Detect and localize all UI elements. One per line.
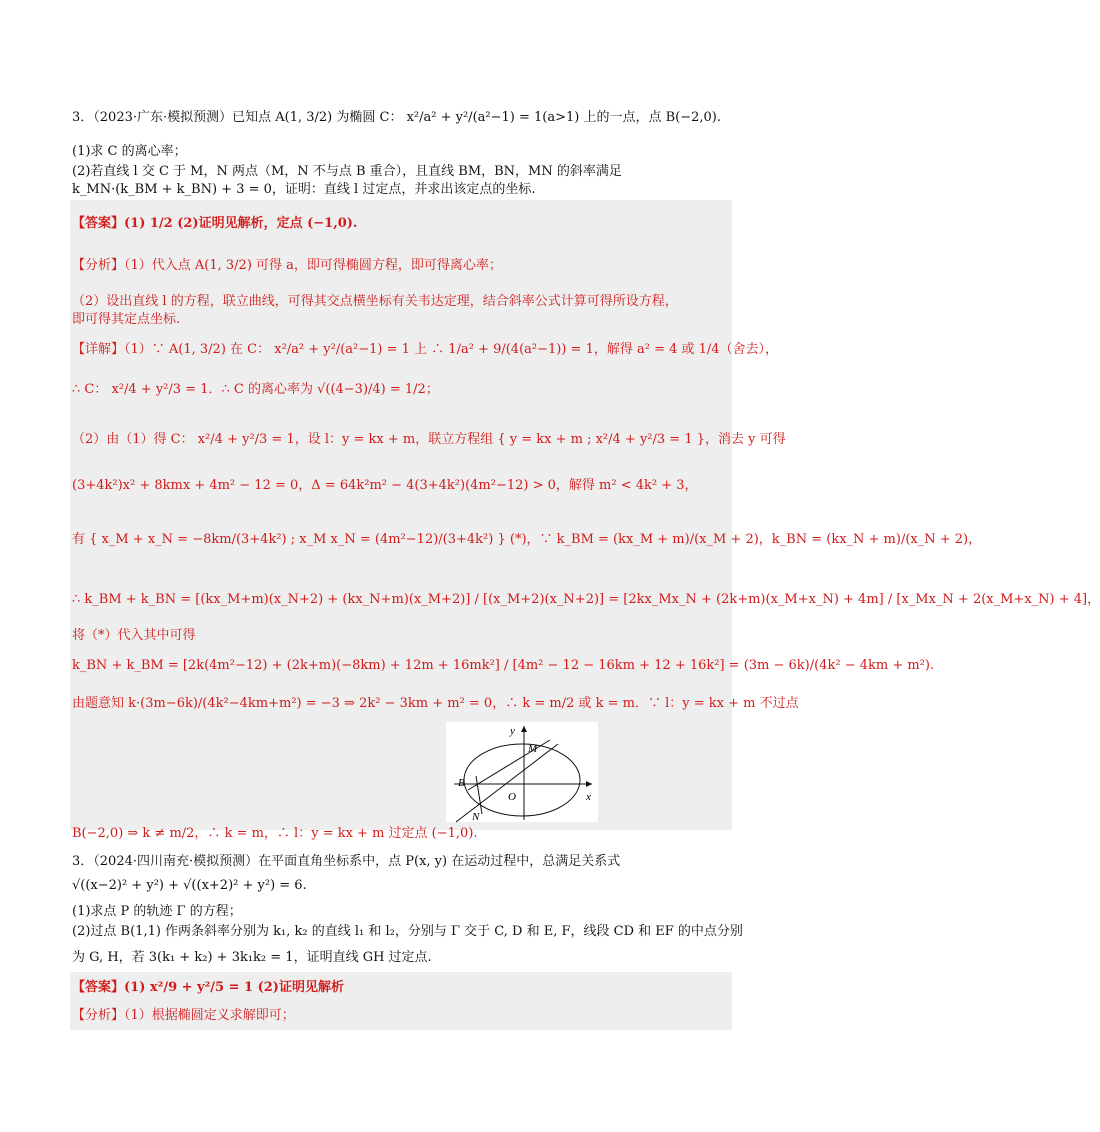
q1-part2b: k_MN·(k_BM + k_BN) + 3 = 0，证明：直线 l 过定点，并求出该定点的坐标. (72, 182, 536, 197)
q1-answer: 【答案】(1) 1/2 (2)证明见解析，定点 (−1,0). (72, 216, 358, 231)
q1-detail1: 【详解】（1）∵ A(1, 3/2) 在 C： x²/a² + y²/(a²−1) = 1 上 ∴ 1/a² + 9/(4(a²−1)) = 1，解得 a² = 4 或 1/4（舍去）， (72, 342, 779, 357)
q1-part1: (1)求 C 的离心率； (72, 144, 187, 159)
q1-detail8: k_BN + k_BM = [2k(4m²−12) + (2k+m)(−8km) + 12m + 16mk²] / [4m² − 12 − 16km + 12 + 16k²] = (3m − 6k)/(4k² − 4km + m²). (72, 658, 935, 673)
q1-analysis1: 【分析】（1）代入点 A(1, 3/2) 可得 a，即可得椭圆方程，即可得离心率； (72, 258, 502, 273)
q1-detail9: 由题意知 k·(3m−6k)/(4k²−4km+m²) = −3 ⇒ 2k² − 3km + m² = 0，∴ k = m/2 或 k = m．∵ l：y = kx + m 不过点 (72, 696, 799, 711)
q1-detail5: 有 { x_M + x_N = −8km/(3+4k²) ; x_M x_N = (4m²−12)/(3+4k²) } (*)，∵ k_BM = (kx_M + m)/(x_M + 2)，k_BN = (kx_N + m)/(x_N + 2)， (72, 532, 982, 547)
q1-analysis2b: 即可得其定点坐标. (72, 312, 181, 327)
q1-analysis2a: （2）设出直线 l 的方程，联立曲线，可得其交点横坐标有关韦达定理，结合斜率公式计算可得所设方程， (72, 294, 678, 309)
q2-part1: (1)求点 P 的轨迹 Γ 的方程； (72, 904, 242, 919)
q1-detail3: （2）由（1）得 C： x²/4 + y²/3 = 1，设 l：y = kx + m，联立方程组 { y = kx + m ; x²/4 + y²/3 = 1 }，消去 y 可得 (72, 432, 786, 447)
q1-detail4: (3+4k²)x² + 8kmx + 4m² − 12 = 0，Δ = 64k²m² − 4(3+4k²)(4m²−12) > 0，解得 m² < 4k² + 3， (72, 478, 698, 493)
label-M: M (528, 743, 538, 755)
label-N: N (472, 811, 480, 823)
q1-detail10: B(−2,0) ⇒ k ≠ m/2，∴ k = m，∴ l：y = kx + m 过定点 (−1,0). (72, 826, 478, 841)
q2-answer: 【答案】(1) x²/9 + y²/5 = 1 (2)证明见解析 (72, 980, 344, 995)
q1-part2a: (2)若直线 l 交 C 于 M，N 两点（M，N 不与点 B 重合），且直线 BM，BN，MN 的斜率满足 (72, 164, 622, 179)
q2-stem2: √((x−2)² + y²) + √((x+2)² + y²) = 6. (72, 878, 307, 893)
q1-detail7: 将（*）代入其中可得 (72, 628, 196, 643)
q1-detail6: ∴ k_BM + k_BN = [(kx_M+m)(x_N+2) + (kx_N+m)(x_M+2)] / [(x_M+2)(x_N+2)] = [2kx_Mx_N + (2k+m)(x_M+x_N) + 4m] / [x_Mx_N + 2(x_M+x_N) + 4]， (72, 592, 1100, 607)
label-x-axis: x (586, 791, 591, 803)
q2-part2a: (2)过点 B(1,1) 作两条斜率分别为 k₁, k₂ 的直线 l₁ 和 l₂，分别与 Γ 交于 C, D 和 E, F，线段 CD 和 EF 的中点分别 (72, 924, 743, 939)
ellipse-figure (446, 722, 598, 822)
q1-stem: 3．（2023·广东·模拟预测）已知点 A(1, 3/2) 为椭圆 C： x²/a² + y²/(a²−1) = 1(a>1) 上的一点，点 B(−2,0). (72, 110, 721, 125)
q2-analysis1: 【分析】（1）根据椭圆定义求解即可； (72, 1008, 295, 1023)
label-y-axis: y (510, 725, 515, 737)
label-O: O (508, 791, 516, 803)
q1-detail2: ∴ C： x²/4 + y²/3 = 1．∴ C 的离心率为 √((4−3)/4) = 1/2； (72, 382, 439, 397)
q2-stem: 3．（2024·四川南充·模拟预测）在平面直角坐标系中，点 P(x, y) 在运动过程中，总满足关系式 (72, 854, 621, 869)
q2-part2b: 为 G, H，若 3(k₁ + k₂) + 3k₁k₂ = 1，证明直线 GH 过定点. (72, 950, 432, 965)
label-B: B (458, 777, 465, 789)
